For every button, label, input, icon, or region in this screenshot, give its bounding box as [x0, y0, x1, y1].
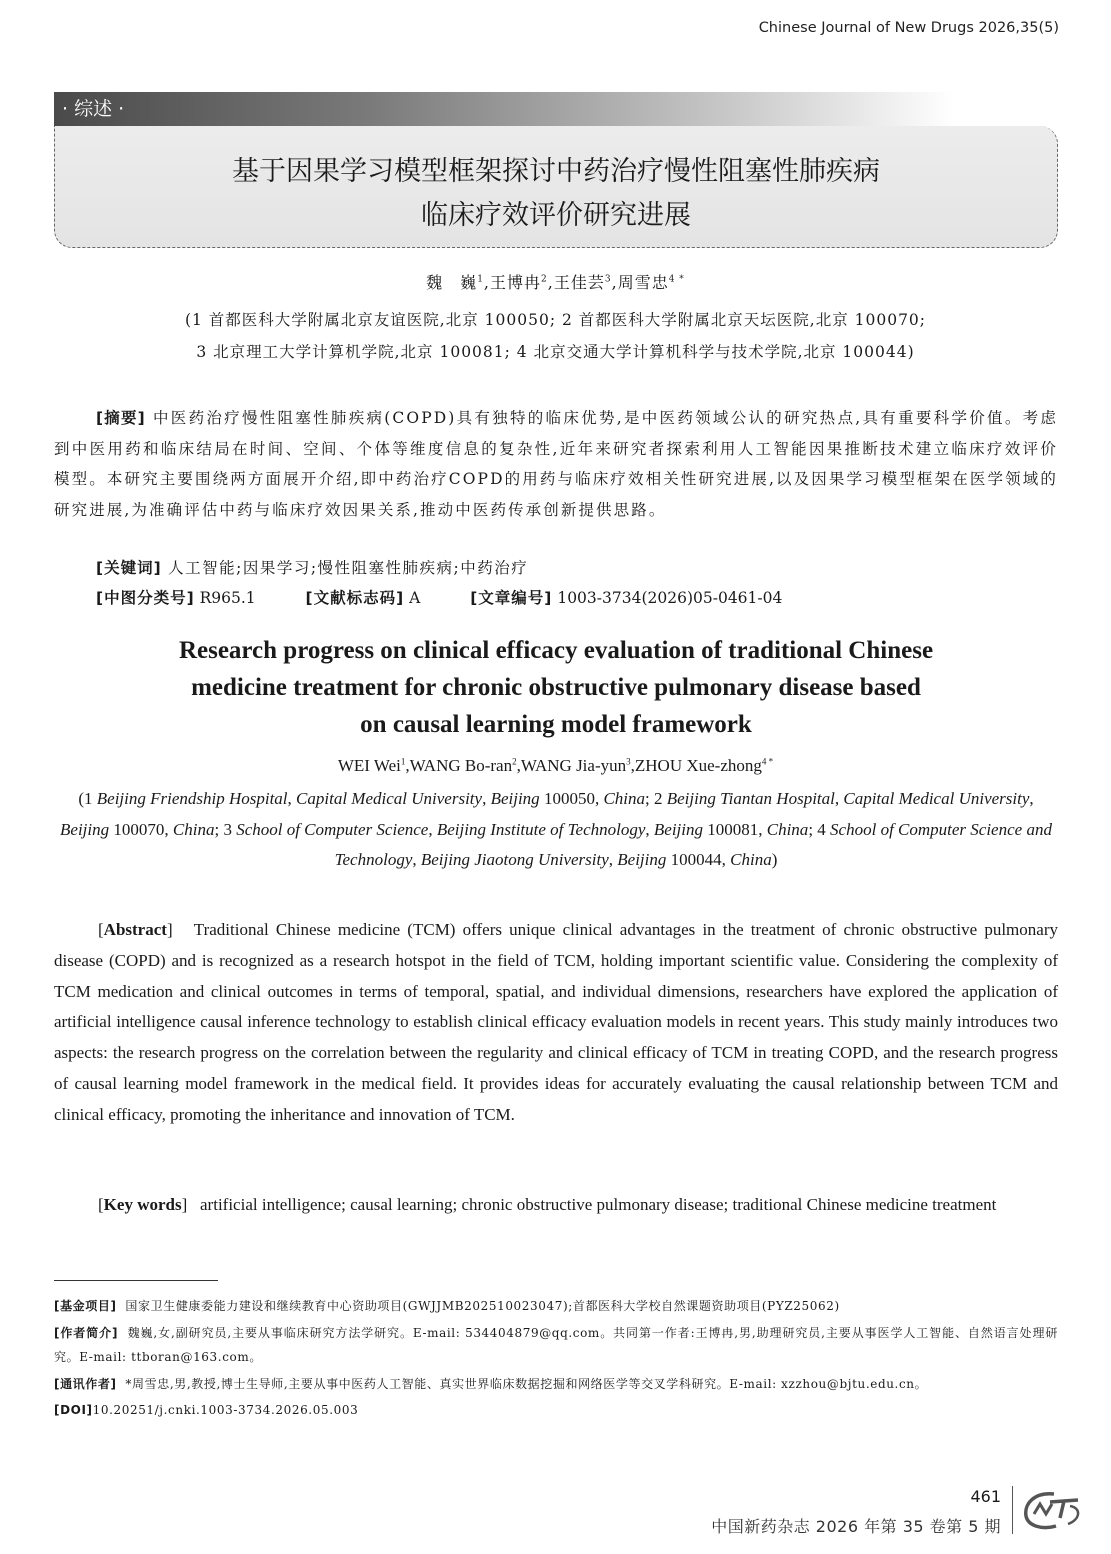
footnote-text: 国家卫生健康委能力建设和继续教育中心资助项目(GWJJMB202510023047);首都医科大学校自然课题资助项目(PYZ25062) — [125, 1299, 840, 1313]
affil-number: 3 — [223, 819, 232, 839]
english-title-line-1: Research progress on clinical efficacy evaluation of traditional Chinese — [178, 637, 934, 664]
affil-country: China — [603, 789, 645, 808]
article-number-label: [文章编号] — [470, 589, 553, 607]
footnote-label: [DOI] — [54, 1403, 93, 1417]
affil-zip: 100070 — [113, 819, 165, 839]
author-name: 周雪忠 — [617, 273, 669, 292]
english-affiliations: (1 Beijing Friendship Hospital, Capital Medical University, Beijing 100050, China; 2 Beijing Tiantan Hospital, Capital Medical University, Beijing 100070, China; 3 School of Computer Science, Beijing Institute of Technology, Beijing 100081, China; 4 School of Computer Science and Technology, Beijing Jiaotong University, Beijing 100044, China) — [60, 789, 1052, 869]
footnote-label: [通讯作者] — [54, 1376, 117, 1391]
affil-number: 2 — [653, 789, 663, 808]
affil-city: Beijing — [617, 850, 667, 869]
doc-code-value: A — [409, 589, 421, 607]
author-name: ZHOU Xue-zhong — [634, 756, 762, 775]
english-keywords: [Key words] artificial intelligence; causal learning; chronic obstructive pulmonary disease; traditional Chinese medicine treatment — [98, 1195, 997, 1214]
keywords-text: artificial intelligence; causal learning; chronic obstructive pulmonary disease; traditional Chinese medicine treatment — [200, 1195, 997, 1214]
affil-country: China — [766, 819, 809, 839]
journal-footer: 中国新药杂志 2026 年第 35 卷第 5 期 — [711, 1517, 1001, 1536]
keywords-label: [关键词] — [96, 559, 162, 577]
footnote-text: *周雪忠,男,教授,博士生导师,主要从事中医药人工智能、真实世界临床数据挖掘和网络医学等交叉学科研究。E-mail: xzzhou@bjtu.edu.cn。 — [125, 1376, 928, 1391]
journal-running-header: Chinese Journal of New Drugs 2026,35(5) — [758, 20, 1059, 36]
footnote-funding — [54, 1294, 1058, 1319]
affil-institution: Capital Medical University — [296, 789, 483, 808]
chinese-authors: 魏 巍$^1$,王博冉$^2$,王佳芸$^3$,周雪忠$^{4 *}$ — [426, 273, 685, 292]
affil-institution: School of Computer Science and Technology — [334, 819, 1052, 869]
section-label: · 综述 · — [54, 92, 954, 126]
abstract-label: [摘要] — [96, 409, 146, 427]
author-affil-sup: 2 — [541, 274, 548, 285]
abstract-text: 中医药治疗慢性阻塞性肺疾病(COPD)具有独特的临床优势,是中医药领域公认的研究热点,具有重要科学价值。考虑到中医用药和临床结局在时间、空间、个体等维度信息的复杂性,近年来研究者探索利用人工智能因果推断技术建立临床疗效评价模型。本研究主要围绕两方面展开介绍,即中药治疗COPD的用药与临床疗效相关性研究进展,以及因果学习模型框架在医学领域的研究进展,为准确评估中药与临床疗效因果关系,推动中医药传承创新提供思路。 — [54, 409, 1059, 519]
author-affil-sup: 4 * — [761, 756, 774, 767]
chinese-keywords — [96, 556, 528, 578]
affil-number: 4 — [817, 819, 826, 839]
affil-institution: Beijing Tiantan Hospital — [666, 789, 835, 808]
footnote-label: [基金项目] — [54, 1299, 117, 1313]
author-affil-sup: 3 — [626, 756, 631, 767]
abstract-label: Abstract — [103, 920, 167, 939]
footnote-text: 魏巍,女,副研究员,主要从事临床研究方法学研究。E-mail: 534404879@qq.com。共同第一作者:王博冉,男,助理研究员,主要从事医学人工智能、自然语言处理研究。E-mail: ttboran@163.com。 — [54, 1325, 1058, 1364]
author-name: WANG Jia-yun — [520, 756, 627, 775]
affil-zip: 100044 — [670, 850, 722, 869]
chinese-title-line-2: 临床疗效评价研究进展 — [421, 200, 691, 231]
affil-institution: School of Computer Science — [236, 819, 429, 839]
affil-institution: Beijing Institute of Technology — [436, 819, 646, 839]
author-affil-sup: 1 — [400, 756, 406, 767]
footnote-doi — [54, 1398, 1058, 1423]
author-name: 魏 巍 — [426, 273, 478, 292]
affil-zip: 100081 — [707, 819, 759, 839]
classification-line — [96, 586, 782, 608]
english-title-line-3: on causal learning model framework — [360, 711, 752, 738]
footnote-corresponding — [54, 1372, 1058, 1397]
chinese-affiliations — [0, 304, 1111, 368]
chinese-abstract — [54, 403, 1058, 525]
author-name: 王佳芸 — [553, 273, 605, 292]
affil-institution: Beijing Friendship Hospital — [96, 789, 288, 808]
footer-divider — [1012, 1486, 1013, 1534]
chinese-title — [54, 150, 1058, 238]
author-affil-sup: 1 — [477, 274, 484, 285]
affil-city: Beijing — [653, 819, 703, 839]
english-abstract: [Abstract] Traditional Chinese medicine (TCM) offers unique clinical advantages in the treatment of chronic obstructive pulmonary disease (COPD) and is recognized as a research hotspot in the field of TCM, holding important scientific value. Considering the complexity of TCM medication and clinical outcomes in terms of temporal, spatial, and individual dimensions, researchers have explored the application of artificial intelligence causal inference technology to establish clinical efficacy evaluation models in recent years. This study mainly introduces two aspects: the research progress on the correlation between the regularity and clinical efficacy of TCM in treating COPD, and the research progress of causal learning model framework in the medical field. It provides ideas for accurately evaluating the causal relationship between TCM and clinical efficacy, promoting the inheritance and innovation of TCM. — [54, 920, 1058, 1124]
affil-city: Beijing — [490, 789, 540, 808]
journal-logo-icon — [1020, 1488, 1086, 1532]
author-affil-sup: 3 — [604, 274, 612, 285]
author-name: WANG Bo-ran — [409, 756, 513, 775]
footnote-divider — [54, 1280, 218, 1281]
affil-country: China — [730, 850, 772, 869]
affil-city: Beijing — [60, 819, 110, 839]
chinese-title-line-1: 基于因果学习模型框架探讨中药治疗慢性阻塞性肺疾病 — [232, 156, 880, 187]
affil-number: 1 — [84, 789, 93, 808]
english-title — [54, 632, 1058, 743]
doc-code-label: [文献标志码] — [305, 589, 405, 607]
footnote-author-bio — [54, 1321, 1058, 1370]
article-number-value: 1003-3734(2026)05-0461-04 — [557, 589, 783, 607]
affil-zip: 100050 — [543, 789, 595, 808]
english-title-line-2: medicine treatment for chronic obstructive pulmonary disease based — [191, 674, 921, 701]
page-number: 461 — [970, 1487, 1001, 1506]
author-affil-sup: 2 — [512, 756, 517, 767]
affil-institution: Capital Medical University — [843, 789, 1030, 808]
author-name: WEI Wei — [337, 756, 401, 775]
abstract-text: Traditional Chinese medicine (TCM) offers unique clinical advantages in the treatment of chronic obstructive pulmonary disease (COPD) and is recognized as a research hotspot in the field of TCM, holding important scientific value. Considering the complexity of TCM medication and clinical outcomes in terms of temporal, spatial, and individual dimensions, researchers have explored the application of artificial intelligence causal inference technology to establish clinical efficacy evaluation models in recent years. This study mainly introduces two aspects: the research progress on the correlation between the regularity and clinical efficacy of TCM in treating COPD, and the research progress of causal learning model framework in the medical field. It provides ideas for accurately evaluating the causal relationship between TCM and clinical efficacy, promoting the inheritance and innovation of TCM. — [54, 920, 1058, 1124]
affiliation-line: (1 首都医科大学附属北京友谊医院,北京 100050; 2 首都医科大学附属北京天坛医院,北京 100070; — [184, 311, 927, 329]
footnote-text: 10.20251/j.cnki.1003-3734.2026.05.003 — [92, 1403, 359, 1417]
keywords-label: Key words — [103, 1195, 182, 1214]
clc-value: R965.1 — [199, 589, 256, 607]
english-authors: WEI Wei$^1$,WANG Bo-ran$^2$,WANG Jia-yun$^3$,ZHOU Xue-zhong$^{4 *}$ — [337, 756, 774, 775]
author-affil-sup: 4 * — [668, 274, 685, 285]
clc-label: [中图分类号] — [96, 589, 195, 607]
footnote-label: [作者简介] — [54, 1325, 119, 1340]
keywords-text: 人工智能;因果学习;慢性阻塞性肺疾病;中药治疗 — [168, 559, 529, 577]
affil-country: China — [172, 819, 215, 839]
author-name: 王博冉 — [490, 273, 542, 292]
affiliation-line: 3 北京理工大学计算机学院,北京 100081; 4 北京交通大学计算机科学与技术学院,北京 100044) — [196, 343, 915, 361]
footnotes — [54, 1294, 1058, 1425]
affil-institution: Beijing Jiaotong University — [420, 850, 609, 869]
